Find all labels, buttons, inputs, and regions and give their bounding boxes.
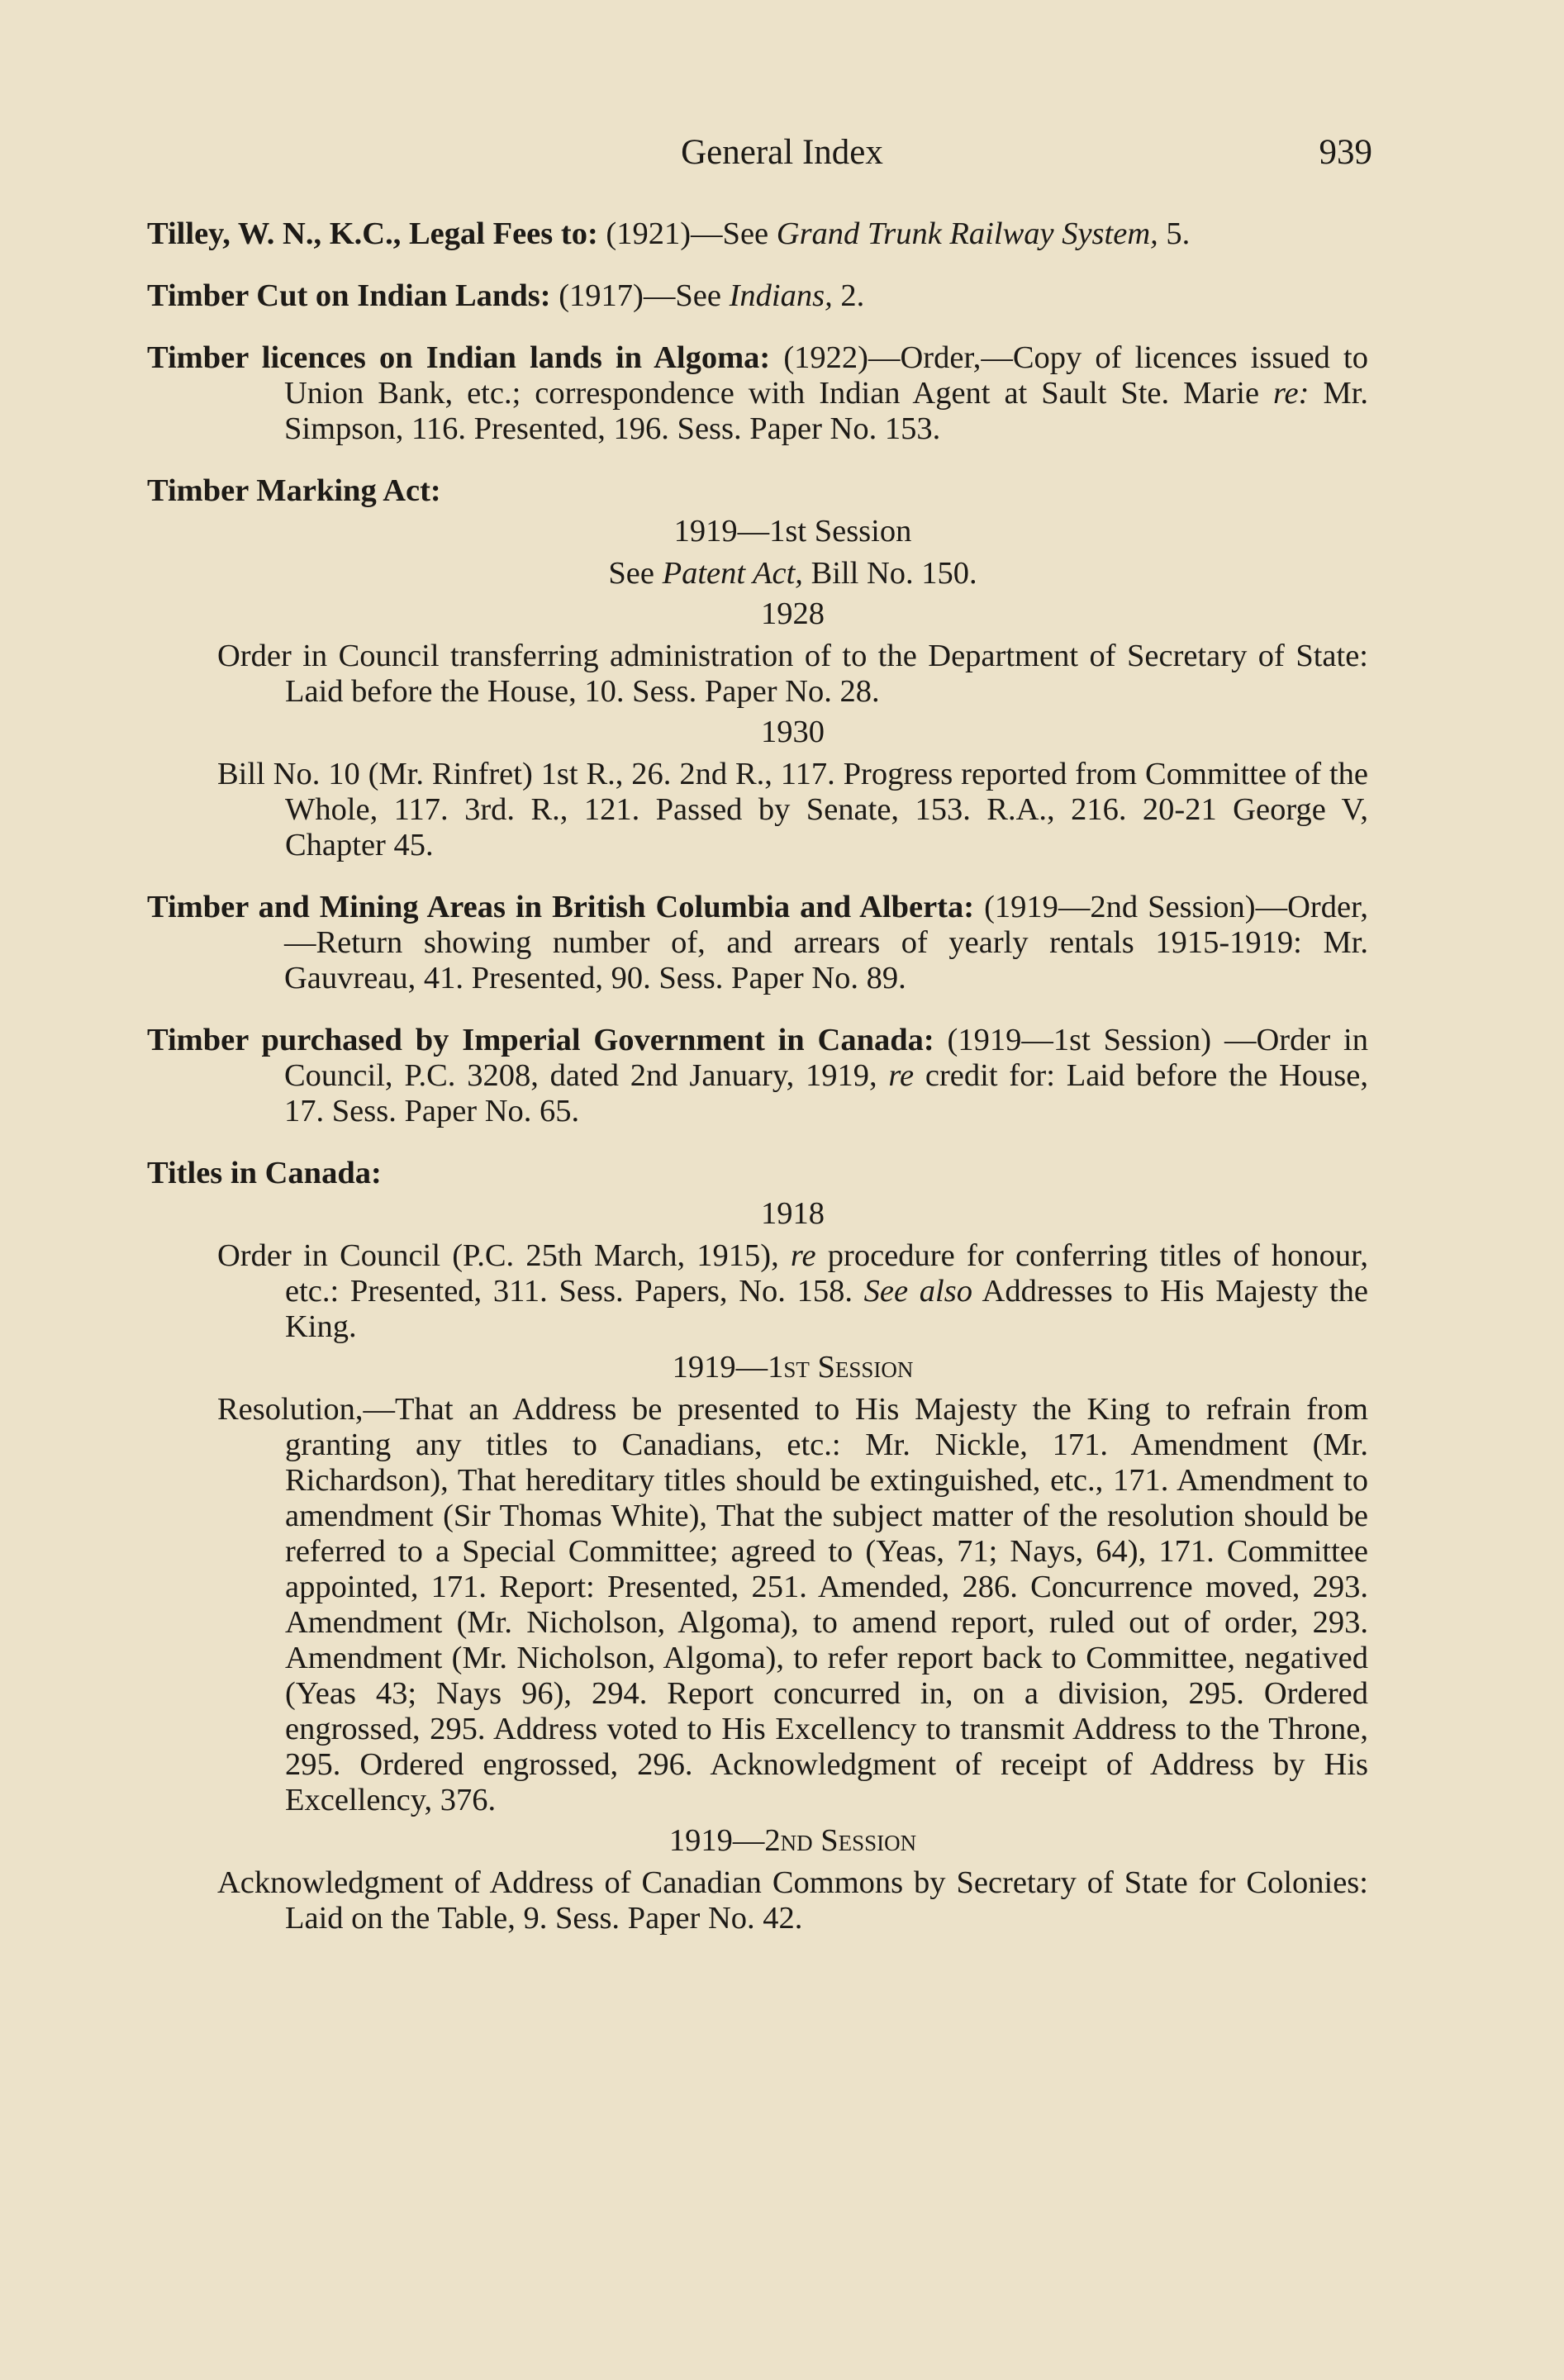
page-title: General Index (681, 133, 883, 172)
session-heading: 1918 (761, 1196, 825, 1231)
index-entry (147, 340, 1368, 447)
entry-reference: Indians, (729, 278, 833, 313)
entry-reference: re: (1273, 376, 1310, 411)
index-entry (147, 278, 1368, 314)
index-entry (147, 1023, 1368, 1129)
entry-reference: Patent Act, (662, 556, 803, 591)
entry-reference: re (888, 1058, 915, 1093)
sub-entry: Acknowledgment of Address of Canadian Commons by Secretary of State for Colonies: Laid on the Table, 9. Sess. Paper No. 42. (217, 1865, 1368, 1936)
entry-heading: Timber licences on Indian lands in Algoma: (147, 340, 771, 375)
sub-entry: Bill No. 10 (Mr. Rinfret) 1st R., 26. 2nd R., 117. Progress reported from Committee of the Whole, 117. 3rd. R., 121. Passed by Senate, 153. R.A., 216. 20-21 George V, Chapter 45. (217, 757, 1368, 862)
sub-entry: Order in Council transferring administration of to the Department of Secretary of State: Laid before the House, 10. Sess. Paper No. 28. (217, 639, 1368, 709)
sub-entry: See Patent Act, Bill No. 150. (608, 556, 977, 591)
session-heading: 1919—1st Session (672, 1350, 914, 1385)
entry-text: 5. (1158, 216, 1191, 251)
entry-text: (1919—2nd Session)—Order,—Return showing number of, and arrears of yearly rentals 1915-1919: Mr. Gauvreau, 41. Presented, 90. Sess. Paper No. 89. (284, 890, 1368, 995)
index-entry (147, 890, 1368, 996)
index-entry (147, 216, 1368, 252)
sub-entry: Resolution,—That an Address be presented to His Majesty the King to refrain from granting any titles to Canadians, etc.: Mr. Nickle, 171. Amendment (Mr. Richardson), That hereditary titles should be extinguished, etc., 171. Amendment to amendment (Sir Thomas White), That the subject matter of the resolution should be referred to a Special Committee; agreed to (Yeas, 71; Nays, 64), 171. Committee appointed, 171. Report: Presented, 251. Amended, 286. Concurrence moved, 293. Amendment (Mr. Nicholson, Algoma), to amend report, ruled out of order, 293. Amendment (Mr. Nicholson, Algoma), to refer report back to Committee, negatived (Yeas 43; Nays 96), 294. Report concurred in, on a division, 295. Ordered engrossed, 295. Address voted to His Excellency to transmit Address to the Throne, 295. Ordered engrossed, 296. Acknowledgment of receipt of Address by His Excellency, 376. (217, 1392, 1368, 1817)
entry-heading: Timber and Mining Areas in British Columbia and Alberta: (147, 890, 975, 924)
session-heading: 1928 (761, 596, 825, 631)
entry-reference: See also (863, 1274, 972, 1309)
entry-heading: Timber purchased by Imperial Government in Canada: (147, 1023, 934, 1057)
entry-heading: Tilley, W. N., K.C., Legal Fees to: (147, 216, 598, 251)
session-heading: 1919—1st Session (673, 514, 912, 549)
entry-text: (1917)—See (550, 278, 730, 313)
index-entry (147, 473, 1368, 863)
sub-entry: Order in Council (P.C. 25th March, 1915), re procedure for conferring titles of honour, etc.: Presented, 311. Sess. Papers, No. 158. See also Addresses to His Majesty the King. (217, 1238, 1369, 1344)
entry-text: (1919—1st Session) —Order in Council, P.C. 3208, dated 2nd January, 1919, (284, 1023, 1368, 1093)
entry-text: (1922)—Order,—Copy of licences issued to Union Bank, etc.; correspondence with Indian Agent at Sault Ste. Marie (284, 340, 1368, 411)
session-heading: 1930 (761, 715, 825, 749)
entry-reference: re (790, 1238, 816, 1273)
entry-text: credit for: Laid before the House, 17. Sess. Paper No. 65. (284, 1058, 1368, 1128)
page-number: 939 (1319, 133, 1372, 172)
session-heading: 1919—2nd Session (668, 1823, 917, 1858)
entry-heading: Titles in Canada: (147, 1156, 382, 1190)
entry-text: (1921)—See (597, 216, 777, 251)
entry-heading: Timber Cut on Indian Lands: (147, 278, 551, 313)
entry-heading: Timber Marking Act: (147, 473, 441, 508)
entry-text: 2. (832, 278, 865, 313)
entry-reference: Grand Trunk Railway System, (776, 216, 1158, 251)
entry-text: Mr. Simpson, 116. Presented, 196. Sess. Paper No. 153. (284, 376, 1368, 446)
running-head (0, 132, 1564, 182)
index-entry (147, 1156, 1368, 1936)
index-entries (147, 216, 1368, 1963)
